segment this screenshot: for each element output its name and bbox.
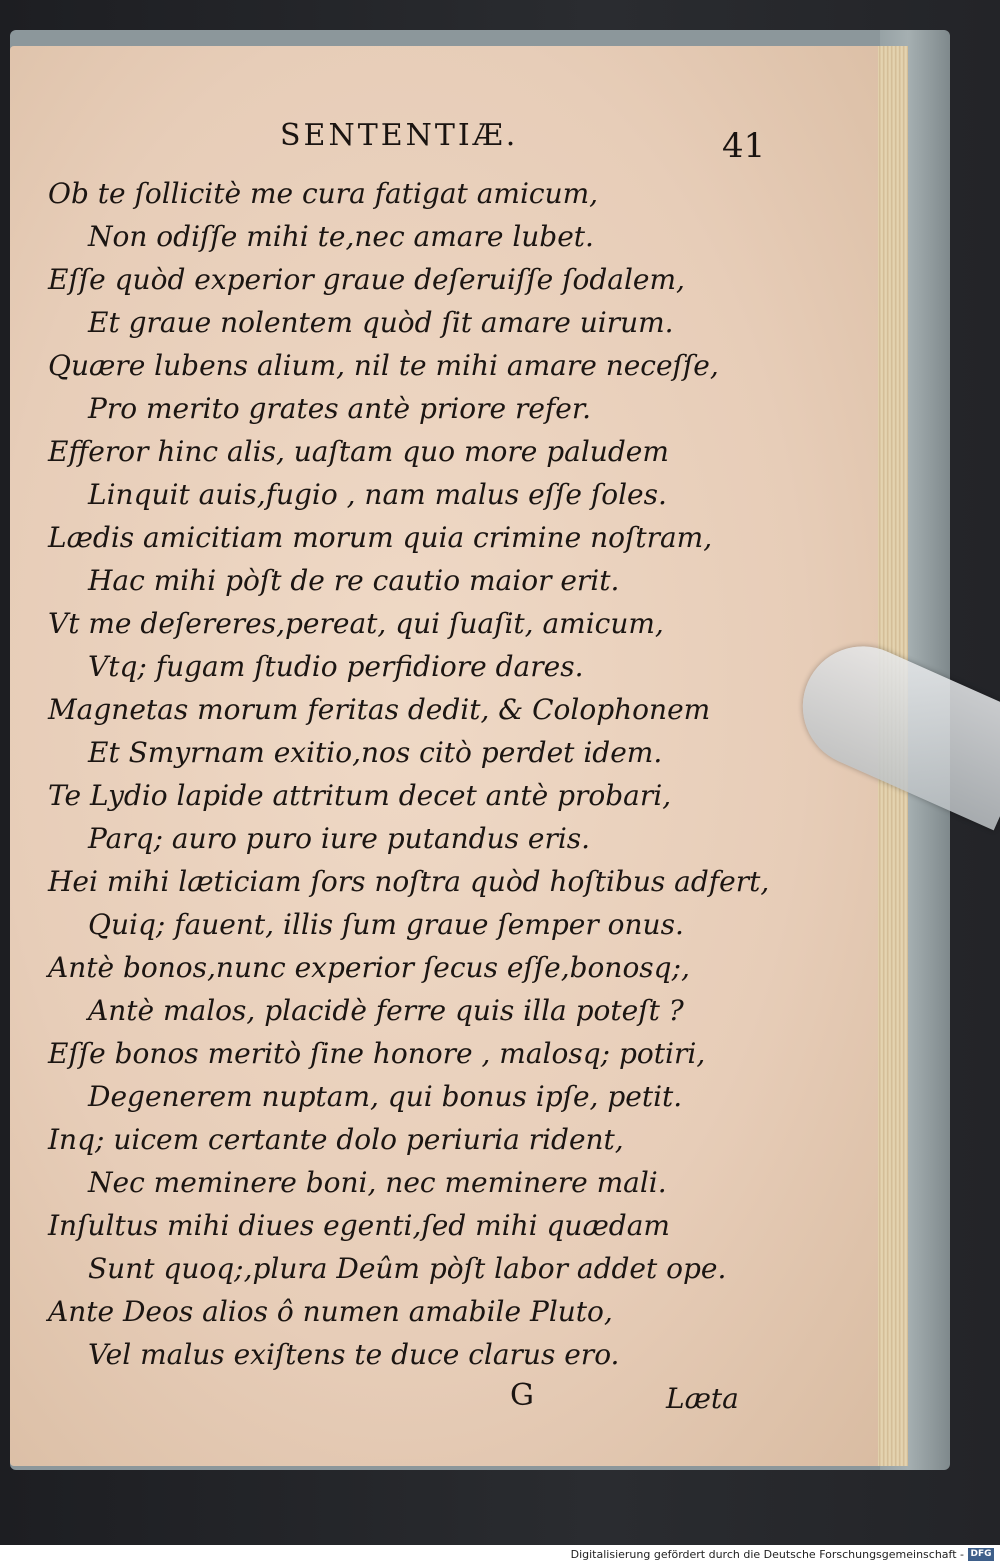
verse-line: Antè malos, placidè ferre quis illa poteſt ? — [88, 994, 684, 1027]
verse-line: Lædis amicitiam morum quia crimine noſtram, — [48, 521, 713, 554]
verse-line: Antè bonos,nunc experior ſecus eſſe,bonosq;, — [48, 951, 690, 984]
dfg-logo: DFG — [968, 1548, 994, 1561]
signature-mark: G — [510, 1378, 534, 1413]
verse-line: Hei mihi læticiam ſors noſtra quòd hoſtibus adfert, — [48, 865, 770, 898]
verse-line: Hac mihi pòſt de re cautio maior erit. — [88, 564, 620, 597]
page-number: 41 — [722, 126, 766, 166]
verse-line: Vel malus exiſtens te duce clarus ero. — [88, 1338, 620, 1371]
verse-line: Linquit auis,fugio , nam malus eſſe ſoles. — [88, 478, 667, 511]
verse-line: Ob te ſollicitè me cura fatigat amicum, — [48, 177, 599, 210]
verse-line: Eſſe quòd experior graue deſeruiſſe ſodalem, — [48, 263, 685, 296]
verse-line: Efferor hinc alis, uaſtam quo more paludem — [48, 435, 669, 468]
verse-line: Te Lydio lapide attritum decet antè probari, — [48, 779, 672, 812]
verse-line: Ante Deos alios ô numen amabile Pluto, — [48, 1295, 613, 1328]
verse-line: Inq; uicem certante dolo periuria rident, — [48, 1123, 624, 1156]
verse-line: Inſultus mihi diues egenti,ſed mihi quædam — [48, 1209, 670, 1242]
verse-line: Et Smyrnam exitio,nos citò perdet idem. — [88, 736, 663, 769]
verse-line: Pro merito grates antè priore refer. — [88, 392, 592, 425]
verse-line: Quiq; fauent, illis ſum graue ſemper onus. — [88, 908, 684, 941]
funding-credit: Digitalisierung gefördert durch die Deutsche Forschungsgemeinschaft - — [570, 1548, 964, 1561]
verse-line: Sunt quoq;,plura Deûm pòſt labor addet ope. — [88, 1252, 727, 1285]
verse-line: Magnetas morum feritas dedit, & Colophonem — [48, 693, 711, 726]
verse-block — [10, 172, 870, 1376]
verse-line: Et graue nolentem quòd ſit amare uirum. — [88, 306, 674, 339]
catchword: Læta — [666, 1382, 739, 1415]
verse-line: Eſſe bonos meritò ſine honore , malosq; potiri, — [48, 1037, 706, 1070]
verse-line: Parq; auro puro iure putandus eris. — [88, 822, 591, 855]
running-head: SENTENTIÆ. — [280, 118, 519, 153]
verse-line: Non odiſſe mihi te,nec amare lubet. — [88, 220, 594, 253]
footer-bar — [0, 1545, 1000, 1565]
verse-line: Vtq; fugam ſtudio perfidiore dares. — [88, 650, 584, 683]
verse-line: Nec meminere boni, nec meminere mali. — [88, 1166, 667, 1199]
book-page — [10, 46, 878, 1466]
page-text — [10, 46, 878, 1466]
verse-line: Degenerem nuptam, qui bonus ipſe, petit. — [88, 1080, 683, 1113]
verse-line: Quære lubens alium, nil te mihi amare neceſſe, — [48, 349, 719, 382]
verse-line: Vt me deſereres,pereat, qui ſuaſit, amicum, — [48, 607, 664, 640]
